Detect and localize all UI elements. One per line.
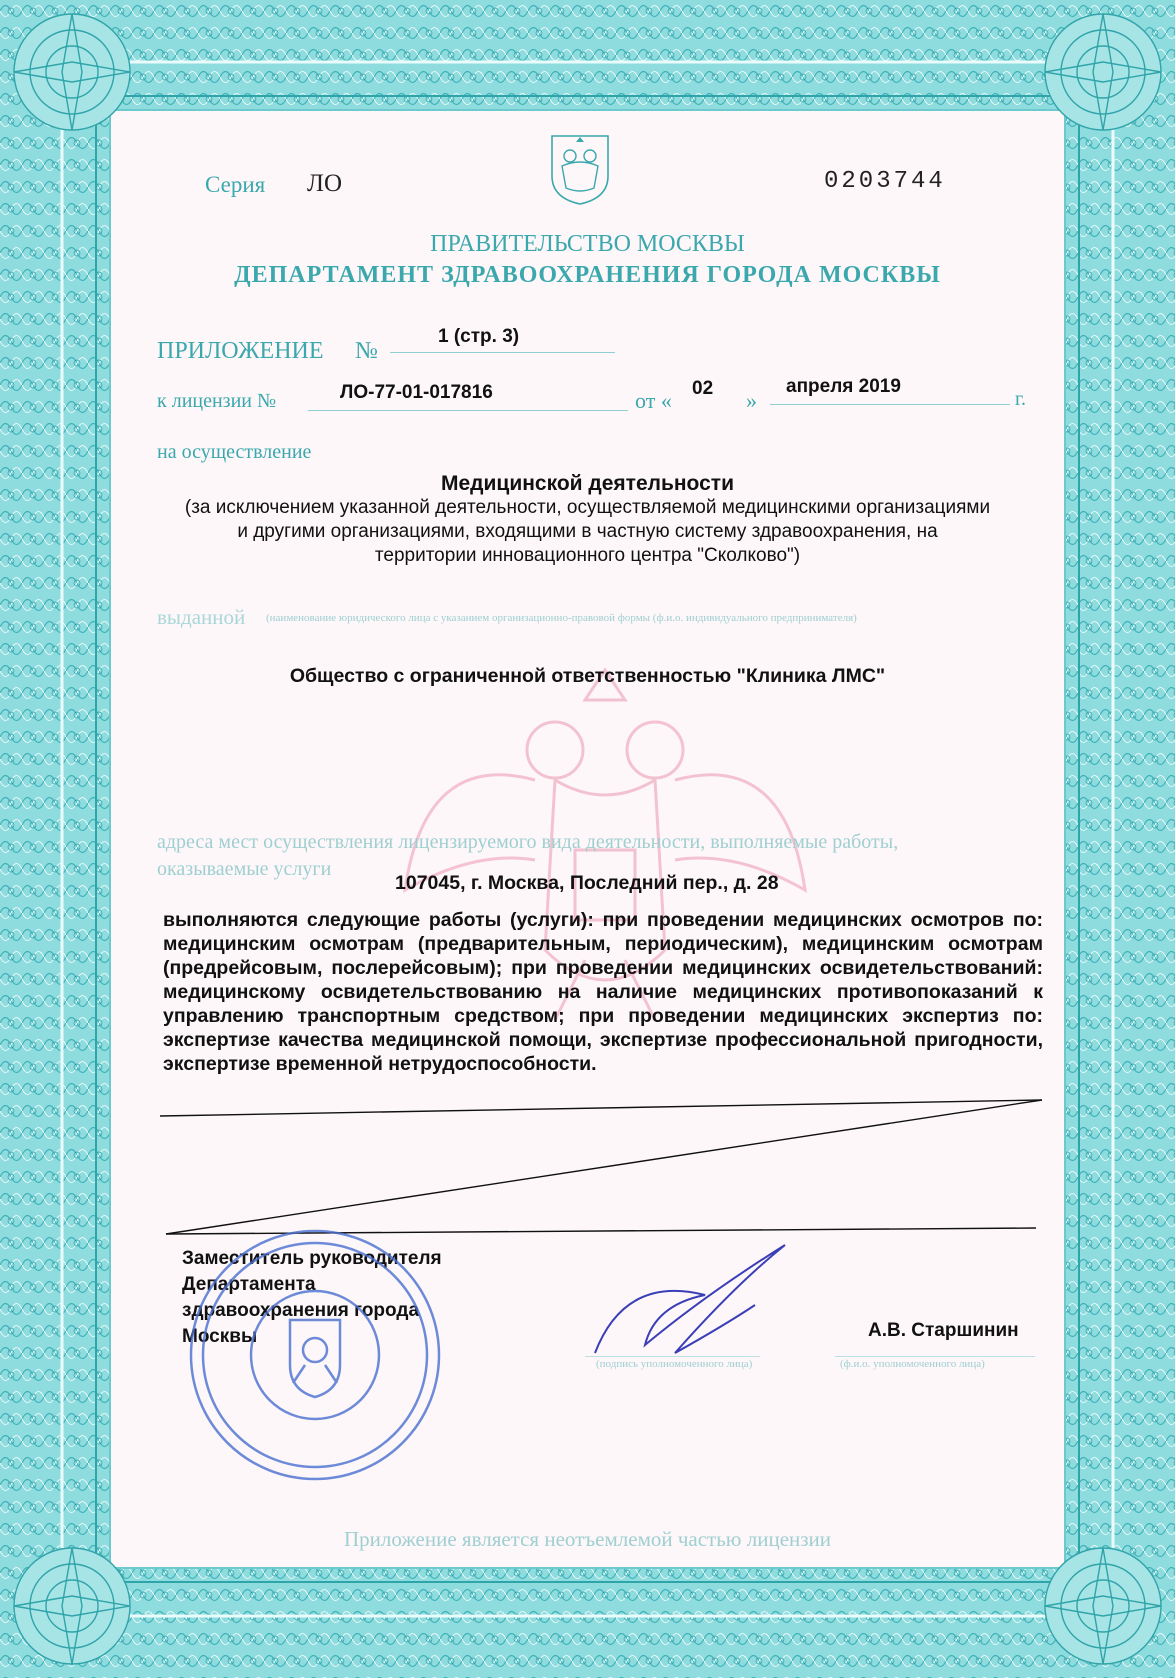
corner-rosette-top-right bbox=[1045, 14, 1161, 130]
official-seal-icon bbox=[185, 1225, 445, 1485]
name-underline bbox=[835, 1356, 1035, 1357]
signatory-position-line2: Департамента bbox=[182, 1274, 316, 1295]
name-hint: (ф.и.о. уполномоченного лица) bbox=[840, 1358, 985, 1370]
signatory-position-line4: Москвы bbox=[182, 1326, 258, 1347]
license-from-label: от « bbox=[635, 388, 672, 413]
activity-title: Медицинской деятельности bbox=[441, 472, 734, 495]
department-title: ДЕПАРТАМЕНТ ЗДРАВООХРАНЕНИЯ ГОРОДА МОСКВЫ bbox=[234, 262, 941, 288]
corner-rosette-bottom-right bbox=[1045, 1548, 1161, 1664]
signatory-position-line3: здравоохранения города bbox=[182, 1300, 420, 1321]
addresses-label-line2: оказываемые услуги bbox=[157, 858, 332, 880]
corner-rosette-top-left bbox=[14, 14, 130, 130]
address-value: 107045, г. Москва, Последний пер., д. 28 bbox=[395, 872, 779, 894]
organization-name: Общество с ограниченной ответственностью "Клиника ЛМС" bbox=[289, 665, 886, 687]
license-day: 02 bbox=[692, 378, 714, 399]
appendix-underline bbox=[390, 352, 615, 353]
series-value: ЛО bbox=[307, 170, 343, 197]
appendix-no-sign: № bbox=[355, 338, 378, 364]
activity-label: на осуществление bbox=[157, 441, 312, 463]
series-number: 0203744 bbox=[824, 168, 946, 195]
license-month-year: апреля 2019 bbox=[786, 376, 901, 397]
appendix-label: ПРИЛОЖЕНИЕ bbox=[157, 338, 324, 364]
coat-of-arms-icon bbox=[548, 132, 612, 208]
license-number-underline bbox=[308, 410, 628, 411]
activity-desc-line1: (за исключением указанной деятельности, осуществляемой медицинскими организациями bbox=[184, 497, 991, 518]
signatory-position-line1: Заместитель руководителя bbox=[182, 1248, 442, 1269]
corner-rosette-bottom-left bbox=[14, 1548, 130, 1664]
license-label: к лицензии № bbox=[157, 390, 277, 412]
blank-space-strike-lines bbox=[160, 1098, 1050, 1238]
license-year-suffix: г. bbox=[1015, 388, 1026, 410]
series-label: Серия bbox=[205, 172, 266, 197]
issued-label: выданной bbox=[157, 605, 246, 629]
addresses-label-line1: адреса мест осуществления лицензируемого вида деятельности, выполняемые работы, bbox=[157, 831, 899, 853]
activity-desc-line3: территории инновационного центра "Сколково") bbox=[374, 545, 801, 566]
issued-hint: (наименование юридического лица с указанием организационно-правовой формы (ф.и.о. индивидуального предпринимателя) bbox=[266, 612, 857, 624]
handwritten-signature bbox=[585, 1235, 805, 1365]
license-number: ЛО-77-01-017816 bbox=[340, 382, 493, 403]
works-text: выполняются следующие работы (услуги): при проведении медицинских осмотров по: медицинским осмотрам (предварительным, периодическим), медицинским осмотрам (предрейсовым, послерейсовым); при проведении медицинских освидетельствований: медицинскому освидетельствованию на наличие медицинских противопоказаний к управлению транспортным средством; при проведении медицинских экспертиз по: экспертизе качества медицинской помощи, экспертизе профессиональной пригодности, экспертизе временной нетрудоспособности. bbox=[163, 909, 1043, 1075]
footer-note: Приложение является неотъемлемой частью лицензии bbox=[343, 1527, 832, 1551]
activity-desc-line2: и другими организациями, входящими в частную систему здравоохранения, на bbox=[237, 521, 938, 542]
appendix-number: 1 (стр. 3) bbox=[438, 326, 520, 347]
license-date-underline bbox=[770, 404, 1010, 405]
signatory-name: А.В. Старшинин bbox=[868, 1320, 1019, 1341]
government-title: ПРАВИТЕЛЬСТВО МОСКВЫ bbox=[430, 231, 745, 257]
signature-hint: (подпись уполномоченного лица) bbox=[596, 1358, 753, 1370]
license-close-quote: » bbox=[746, 388, 757, 413]
